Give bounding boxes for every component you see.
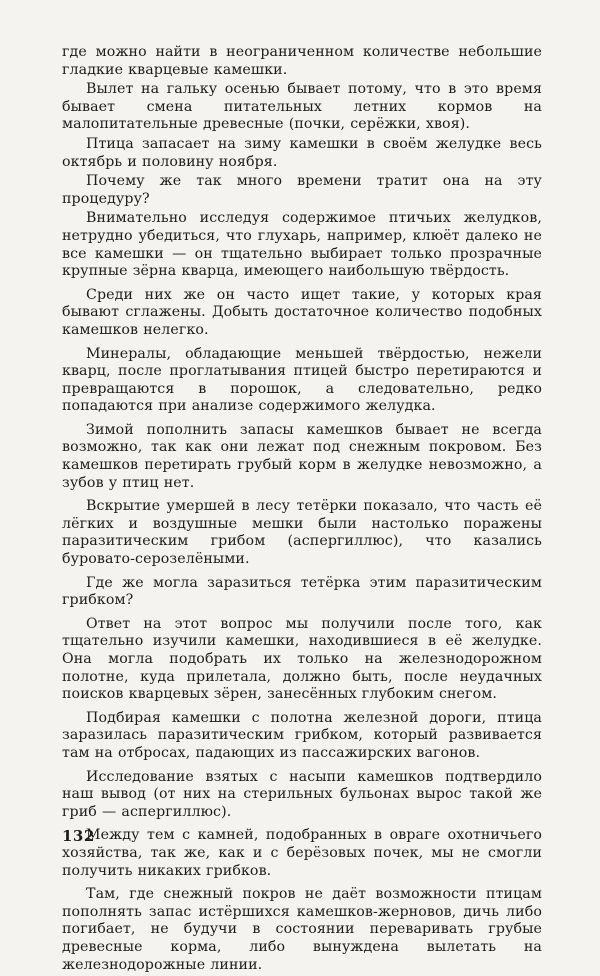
paragraph-9: Вскрытие умершей в лесу тетёрки показало, что часть её лёгких и воздушные мешки были настолько поражены паразитическим грибом (аспергиллюс), что казались буровато-серозелёными. (62, 498, 542, 568)
paragraph-14: Между тем с камней, подобранных в овраге охотничьего хозяйства, так же, как и с берёзовых почек, мы не смогли получить никаких грибков. (62, 827, 542, 879)
paragraph-10: Где же могла заразиться тетёрка этим паразитическим грибком? (62, 574, 542, 609)
paragraph-8: Зимой пополнить запасы камешков бывает не всегда возможно, так как они лежат под снежным покровом. Без камешков перетирать грубый корм в желудке невозможно, а зубов у птиц нет. (62, 421, 542, 491)
paragraph-2: Вылет на гальку осенью бывает потому, что в это время бывает смена питательных летних кормов на малопитательные древесные (почки, серёжки, хвоя). (62, 81, 542, 133)
paragraph-13: Исследование взятых с насыпи камешков подтвердило наш вывод (от них на стерильных бульонах вырос такой же гриб — аспергиллюс). (62, 768, 542, 820)
paragraph-1: где можно найти в неограниченном количестве небольшие гладкие кварцевые камешки. (62, 44, 542, 78)
paragraph-5: Внимательно исследуя содержимое птичьих желудков, нетрудно убедиться, что глухарь, например, клюёт далеко не все камешки — он тщательно выбирает только прозрачные крупные зёрна кварца, имеющего наибольшую твёрдость. (62, 210, 542, 280)
book-page-text (62, 44, 542, 976)
paragraph-6: Среди них же он часто ищет такие, у которых края бывают сглажены. Добыть достаточное количество подобных камешков нелегко. (62, 286, 542, 338)
paragraph-3: Птица запасает на зиму камешки в своём желудке весь октябрь и половину ноября. (62, 135, 542, 170)
paragraph-11: Ответ на этот вопрос мы получили после того, как тщательно изучили камешки, находившиеся в её желудке. Она могла подобрать их только на железнодорожном полотне, куда прилетала, должно быть, после неудачных поисков кварцевых зёрен, занесённых глубоким снегом. (62, 615, 542, 703)
paragraph-4: Почему же так много времени тратит она на эту процедуру? (62, 173, 542, 207)
page-number: 132 (62, 827, 95, 845)
paragraph-12: Подбирая камешки с полотна железной дороги, птица заразилась паразитическим грибком, который развивается там на отбросах, падающих из пассажирских вагонов. (62, 709, 542, 761)
paragraph-15: Там, где снежный покров не даёт возможности птицам пополнять запас истёршихся камешков-жерновов, дичь либо погибает, не будучи в состоянии переваривать грубые древесные корма, либо вынуждена вылетать на железнодорожные линии. (62, 886, 542, 973)
paragraph-7: Минералы, обладающие меньшей твёрдостью, нежели кварц, после проглатывания птицей быстро перетираются и превращаются в порошок, а следовательно, редко попадаются при анализе содержимого желудка. (62, 345, 542, 415)
